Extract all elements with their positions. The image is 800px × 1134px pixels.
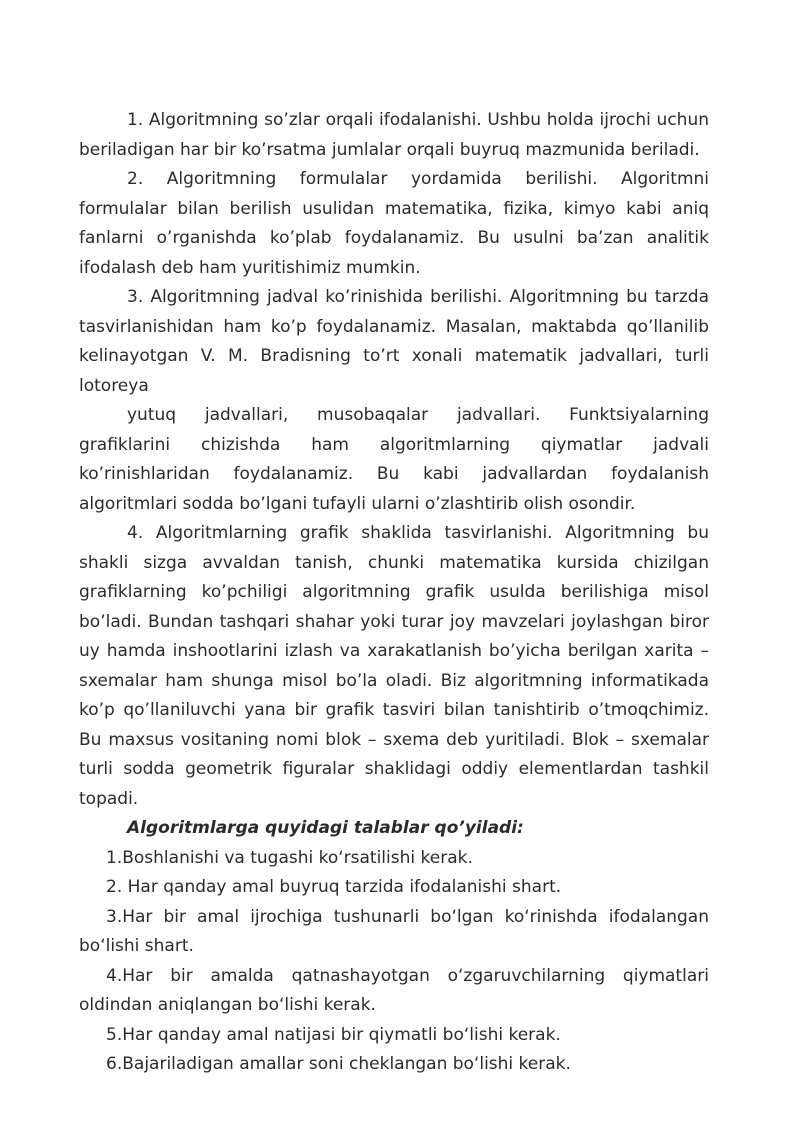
list-item-text: Bajariladigan amallar soni cheklangan bo‘lishi kerak.: [122, 1054, 571, 1074]
list-item-number: 4.: [106, 965, 123, 986]
list-item-text: Boshlanishi va tugashi ko‘rsatilishi kerak.: [122, 847, 473, 868]
paragraph-formulas: 2. Algoritmning formulalar yordamida berilishi. Algoritmni formulalar bilan berilish usulidan matematika, fizika, kimyo kabi aniq fanlarni o’rganishda ko’plab foydalanamiz. Bu usulni ba’zan analitik ifodalash deb ham yuritishimiz mumkin.: [79, 169, 709, 278]
list-item-number: 1.: [106, 847, 123, 868]
paragraph-graphic: 4. Algoritmlarning grafik shaklida tasvirlanishi. Algoritmning bu shakli sizga avvaldan tanish, chunki matematika kursida chizilgan grafiklarning ko’pchiligi algoritmning grafik usulda berilishiga misol bo’ladi. Bundan tashqari shahar yoki turar joy mavzelari joylashgan biror uy hamda inshootlarini izlash va xarakatlanish bo’yicha berilgan xarita – sxemalar ham shunga misol bo’la oladi. Biz algoritmning informatikada ko’p qo’llaniluvchi yana bir grafik tasviri bilan tanishtirib o’tmoqchimiz. Bu maxsus vositaning nomi blok – sxema deb yuritiladi. Blok – sxemalar turli sodda geometrik figuralar shaklidagi oddiy elementlardan tashkil topadi.: [79, 523, 709, 809]
list-item-number: 2.: [106, 877, 123, 897]
list-item: [79, 1021, 709, 1051]
document-page: [79, 106, 709, 1080]
list-item: [79, 962, 709, 1021]
list-item: [79, 844, 709, 874]
list-item-number: 5.: [106, 1024, 123, 1045]
list-item: [79, 873, 709, 903]
paragraph-tables: 3. Algoritmning jadval ko’rinishida berilishi. Algoritmning bu tarzda tasvirlanishidan ham ko’p foydalanamiz. Masalan, maktabda qo’llanilib kelinayotgan V. M. Bradisning to’rt xonali matematik jadvallari, turli lotoreya: [79, 287, 709, 396]
paragraph-words: 1. Algoritmning so’zlar orqali ifodalanishi. Ushbu holda ijrochi uchun beriladigan har bir ko’rsatma jumlalar orqali buyruq mazmunida beriladi.: [79, 110, 709, 160]
list-item-number: 6.: [106, 1054, 123, 1074]
list-item-text: Har qanday amal buyruq tarzida ifodalanishi shart.: [122, 877, 562, 897]
list-item: [79, 903, 709, 962]
list-item-number: 3.: [106, 906, 123, 927]
list-item: [79, 1050, 709, 1080]
paragraph-tables-continued: yutuq jadvallari, musobaqalar jadvallari. Funktsiyalarning grafiklarini chizishda ham algoritmlarning qiymatlar jadvali ko’rinishlaridan foydalanamiz. Bu kabi jadvallardan foydalanish algoritmlari sodda bo’lgani tufayli ularni o’zlashtirib olish osondir.: [79, 405, 709, 514]
list-item-text: Har bir amal ijrochiga tushunarli bo‘lgan ko‘rinishda ifodalangan bo‘lishi shart.: [79, 906, 709, 956]
list-item-text: Har qanday amal natijasi bir qiymatli bo‘lishi kerak.: [122, 1024, 561, 1045]
list-item-text: Har bir amalda qatnashayotgan o‘zgaruvchilarning qiymatlari oldindan aniqlangan bo‘lishi kerak.: [79, 965, 709, 1015]
requirements-heading: Algoritmlarga quyidagi talablar qo’yiladi:: [127, 818, 524, 838]
